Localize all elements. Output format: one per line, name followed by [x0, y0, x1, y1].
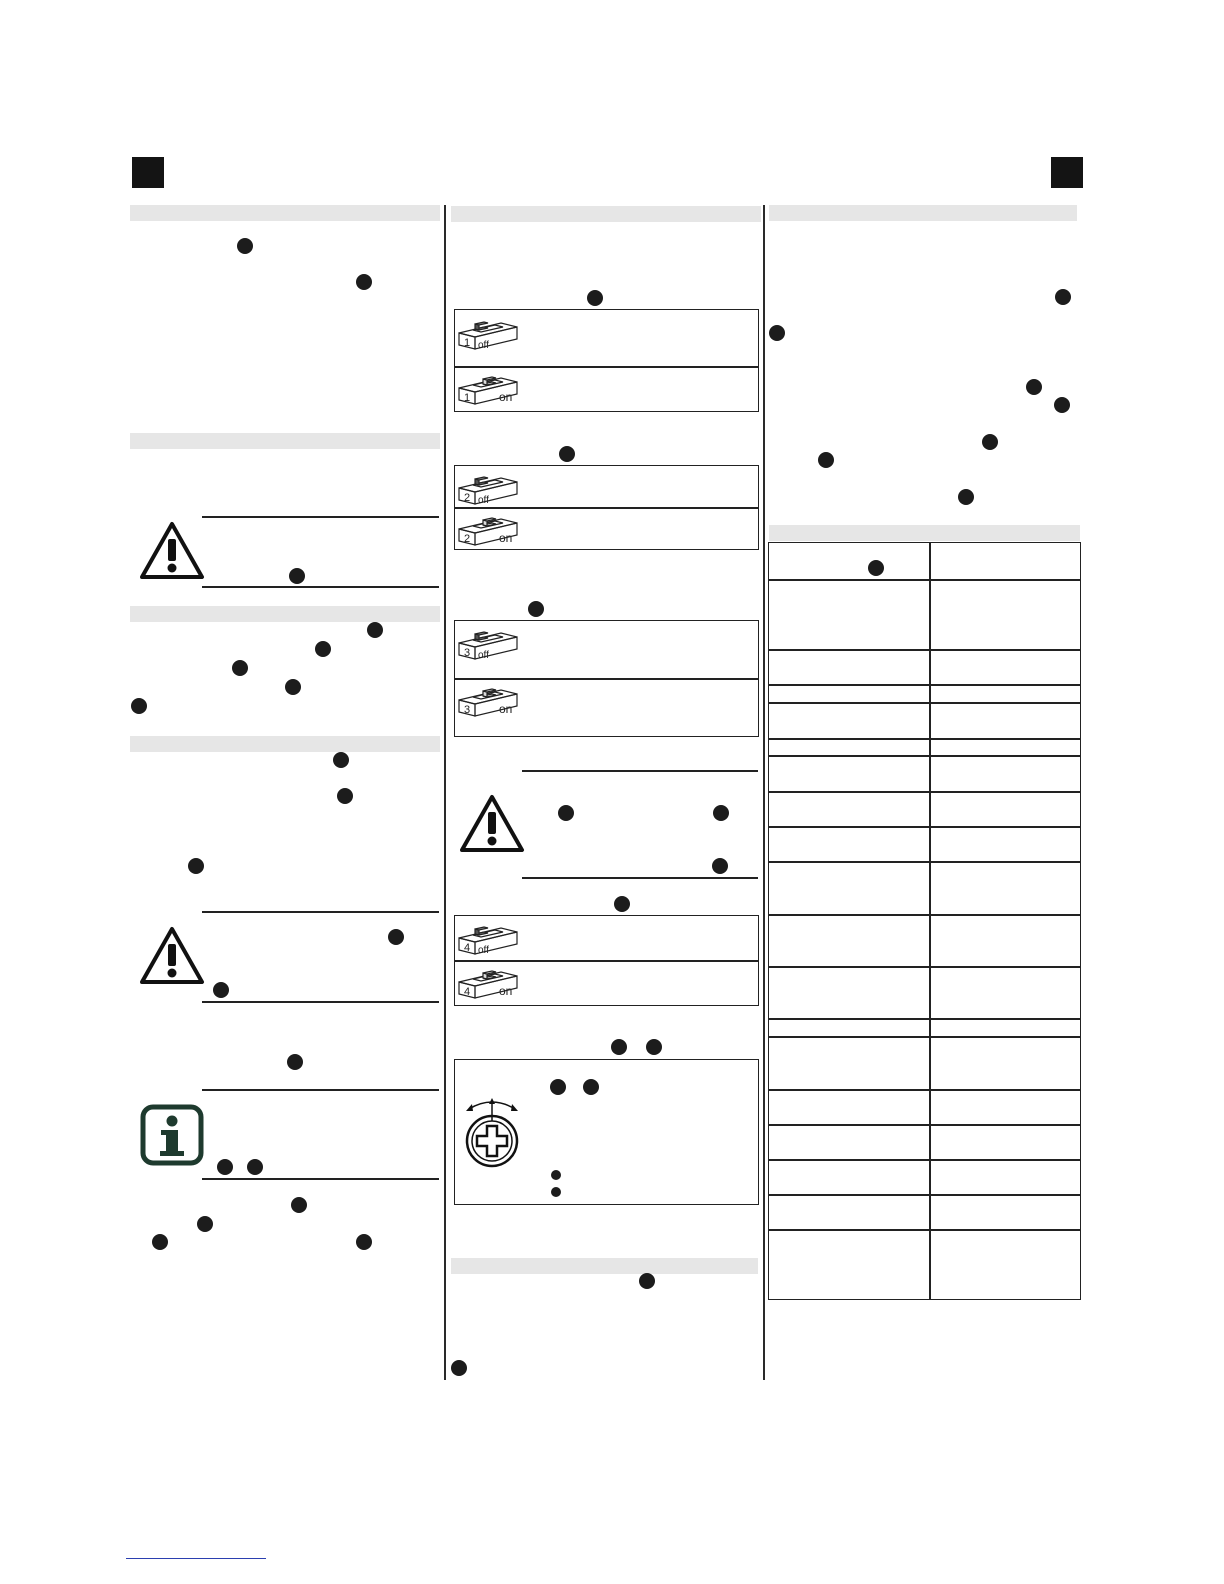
reference-dot [713, 805, 729, 821]
switch-state-label: off [478, 945, 489, 956]
section-header-bar [451, 206, 761, 222]
warning-triangle-icon [459, 793, 525, 858]
reference-dot [152, 1234, 168, 1250]
dip-switch-4-off-icon [457, 920, 521, 961]
footer-link-underline[interactable] [126, 1558, 266, 1559]
switch-state-label: on [499, 702, 513, 716]
bullet-dot [551, 1170, 561, 1180]
reference-dot [528, 601, 544, 617]
reference-dot [388, 929, 404, 945]
reference-dot [287, 1054, 303, 1070]
notice-rule-bottom [202, 1178, 439, 1180]
switch-number-label: 2 [464, 492, 471, 504]
reference-dot [769, 325, 785, 341]
dip-switch-3-on-icon [457, 682, 521, 725]
corner-marker-right [1051, 157, 1083, 188]
corner-marker-left [132, 157, 164, 188]
notice-rule-top [202, 911, 439, 913]
warning-triangle-icon [139, 520, 205, 585]
reference-dot [587, 290, 603, 306]
reference-dot [337, 788, 353, 804]
reference-dot [611, 1039, 627, 1055]
switch-number-label: 3 [464, 704, 471, 716]
notice-rule-bottom [202, 1001, 439, 1003]
reference-dot [197, 1216, 213, 1232]
reference-dot [232, 660, 248, 676]
rotary-potentiometer-icon [463, 1095, 521, 1176]
warning-triangle-icon [139, 925, 205, 990]
dip-switch-2-on-icon [457, 511, 521, 552]
notice-rule-bottom [202, 586, 439, 588]
switch-state-label: on [499, 531, 513, 545]
reference-dot [868, 560, 884, 576]
reference-dot [213, 982, 229, 998]
switch-number-label: 4 [464, 986, 471, 998]
section-header-bar [769, 525, 1080, 541]
reference-dot [291, 1197, 307, 1213]
reference-dot [558, 805, 574, 821]
reference-dot [356, 274, 372, 290]
switch-number-label: 1 [464, 392, 471, 404]
reference-dot [559, 446, 575, 462]
switch-number-label: 1 [464, 337, 471, 349]
notice-rule-top [202, 516, 439, 518]
reference-dot [333, 752, 349, 768]
info-icon [140, 1104, 204, 1171]
notice-rule-top [202, 1089, 439, 1091]
reference-dot [188, 858, 204, 874]
reference-dot [289, 568, 305, 584]
switch-state-label: off [478, 650, 489, 661]
switch-state-label: off [478, 340, 489, 351]
switch-number-label: 4 [464, 942, 471, 954]
reference-dot [614, 896, 630, 912]
section-header-bar [130, 736, 440, 752]
dip-switch-2-off-icon [457, 470, 521, 511]
reference-dot [818, 452, 834, 468]
reference-dot [451, 1360, 467, 1376]
section-header-bar [769, 205, 1077, 221]
switch-number-label: 3 [464, 647, 471, 659]
switch-state-label: on [499, 984, 513, 998]
column-divider [444, 205, 446, 1380]
bullet-dot [551, 1187, 561, 1197]
specification-table [768, 542, 1081, 1300]
switch-number-label: 2 [464, 533, 471, 545]
reference-dot [285, 679, 301, 695]
reference-dot [1054, 397, 1070, 413]
reference-dot [247, 1159, 263, 1175]
reference-dot [1055, 289, 1071, 305]
reference-dot [237, 238, 253, 254]
column-divider [763, 205, 765, 1380]
reference-dot [639, 1273, 655, 1289]
section-header-bar [130, 205, 440, 221]
reference-dot [583, 1079, 599, 1095]
dip-switch-4-on-icon [457, 964, 521, 1005]
section-header-bar [451, 1258, 758, 1274]
reference-dot [712, 858, 728, 874]
reference-dot [315, 641, 331, 657]
reference-dot [958, 489, 974, 505]
notice-rule-top [522, 770, 758, 772]
reference-dot [550, 1079, 566, 1095]
section-header-bar [130, 433, 440, 449]
switch-state-label: on [499, 390, 513, 404]
dip-switch-1-on-icon [457, 370, 521, 413]
reference-dot [217, 1159, 233, 1175]
reference-dot [131, 698, 147, 714]
reference-dot [356, 1234, 372, 1250]
reference-dot [367, 622, 383, 638]
reference-dot [1026, 379, 1042, 395]
section-header-bar [130, 606, 440, 622]
reference-dot [982, 434, 998, 450]
switch-state-label: off [478, 495, 489, 506]
reference-dot [646, 1039, 662, 1055]
dip-switch-1-off-icon [457, 315, 521, 358]
notice-rule-bottom [522, 877, 758, 879]
dip-switch-3-off-icon [457, 625, 521, 668]
